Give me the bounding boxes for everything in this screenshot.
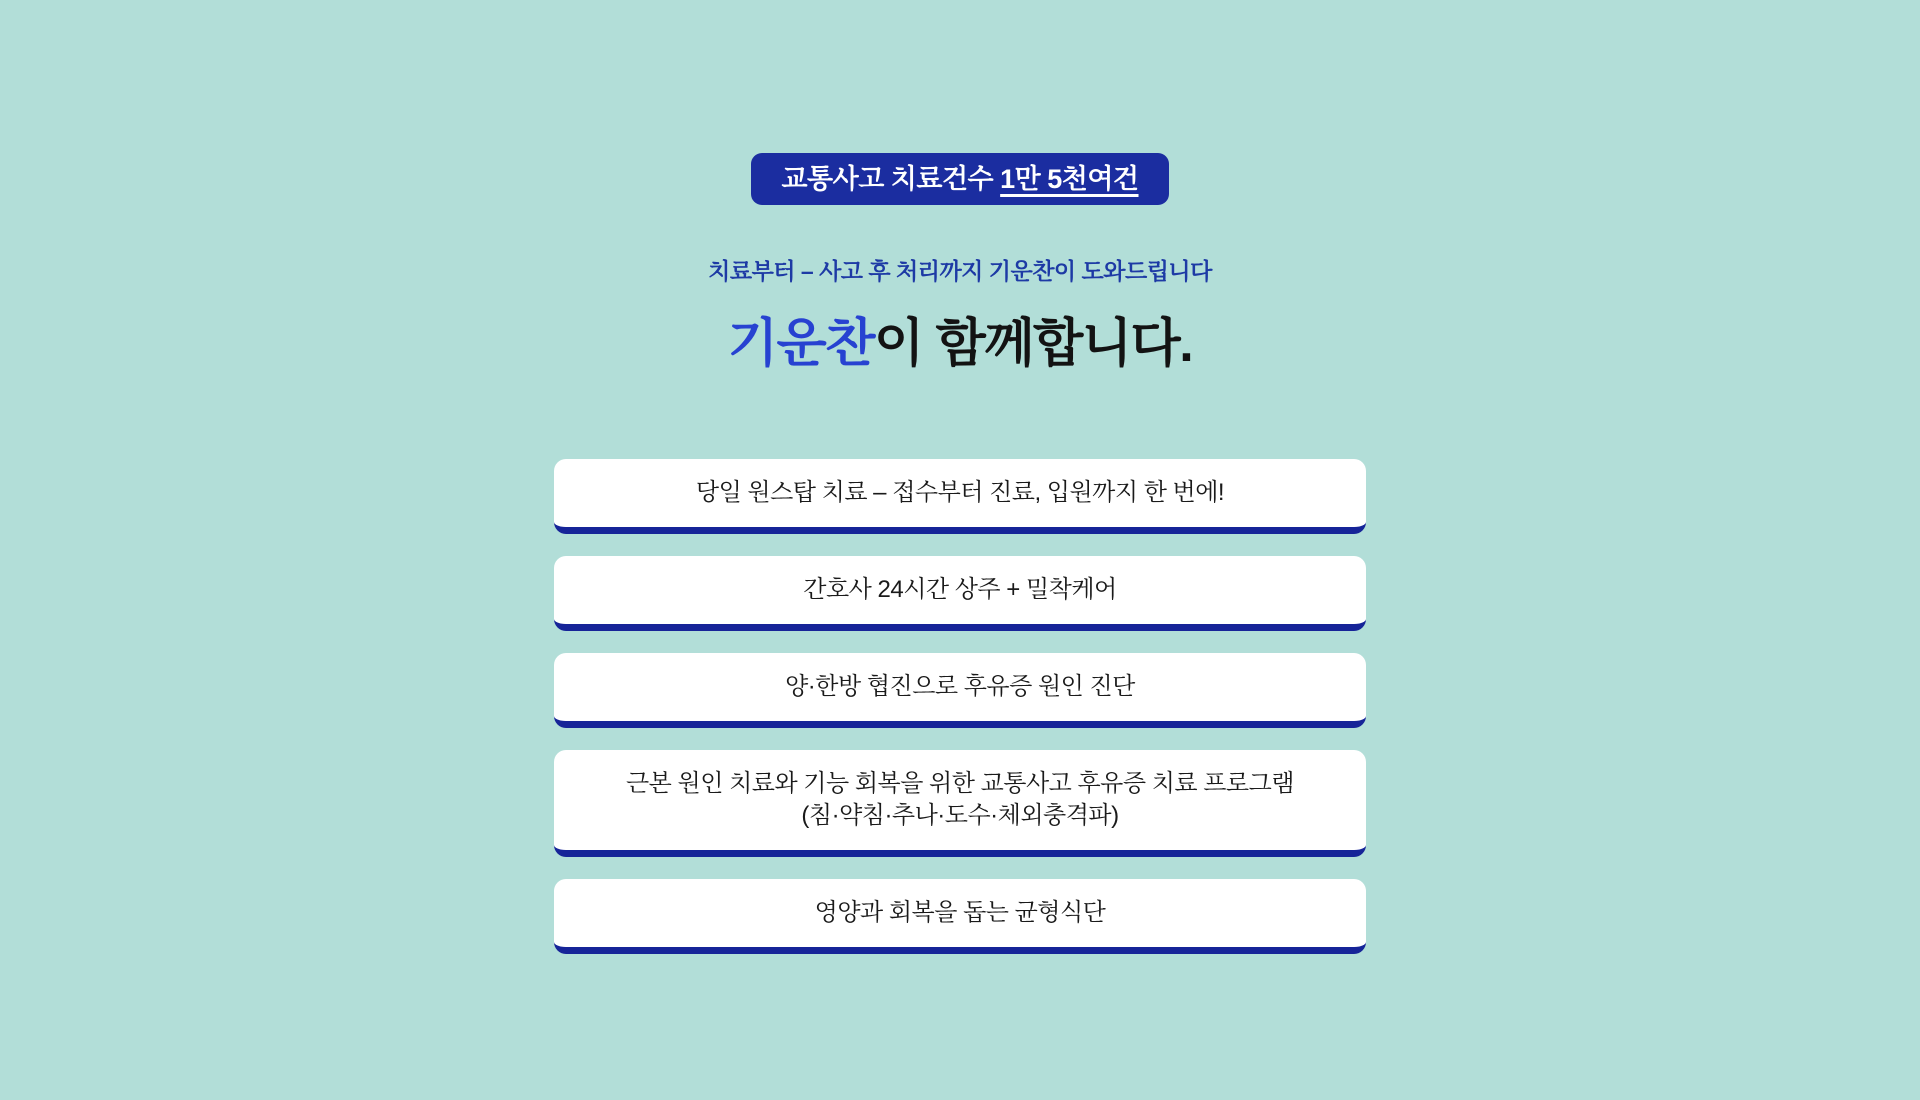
- section-heading: [0, 313, 1920, 375]
- feature-card-nurse-care: [554, 556, 1366, 631]
- card-text-line: 영양과 회복을 돕는 균형식단: [814, 899, 1106, 926]
- card-text-line: (침·약침·추나·도수·체외충격파): [801, 802, 1119, 829]
- heading-brand-name: 기운찬: [727, 315, 874, 373]
- badge-text-prefix: 교통사고 치료건수: [781, 164, 1001, 194]
- treatment-count-badge: [751, 153, 1168, 205]
- feature-card-onestop-treatment: [554, 459, 1366, 534]
- card-text-line: 양·한방 협진으로 후유증 원인 진단: [785, 673, 1135, 700]
- badge-count-underlined: 1만 5천여건: [1000, 164, 1139, 194]
- heading-rest: 이 함께합니다.: [873, 315, 1193, 373]
- card-text-line: 근본 원인 치료와 기능 회복을 위한 교통사고 후유증 치료 프로그램: [626, 770, 1294, 797]
- feature-card-aftereffect-program: [554, 750, 1366, 857]
- card-text-line: 당일 원스탑 치료 – 접수부터 진료, 입원까지 한 번에!: [695, 479, 1225, 506]
- feature-card-list: [554, 459, 1366, 954]
- feature-card-balanced-diet: [554, 879, 1366, 954]
- card-text-line: 간호사 24시간 상주 + 밀착케어: [803, 576, 1117, 603]
- section-subtitle: 치료부터 – 사고 후 처리까지 기운찬이 도와드립니다: [708, 258, 1212, 284]
- feature-card-joint-diagnosis: [554, 653, 1366, 728]
